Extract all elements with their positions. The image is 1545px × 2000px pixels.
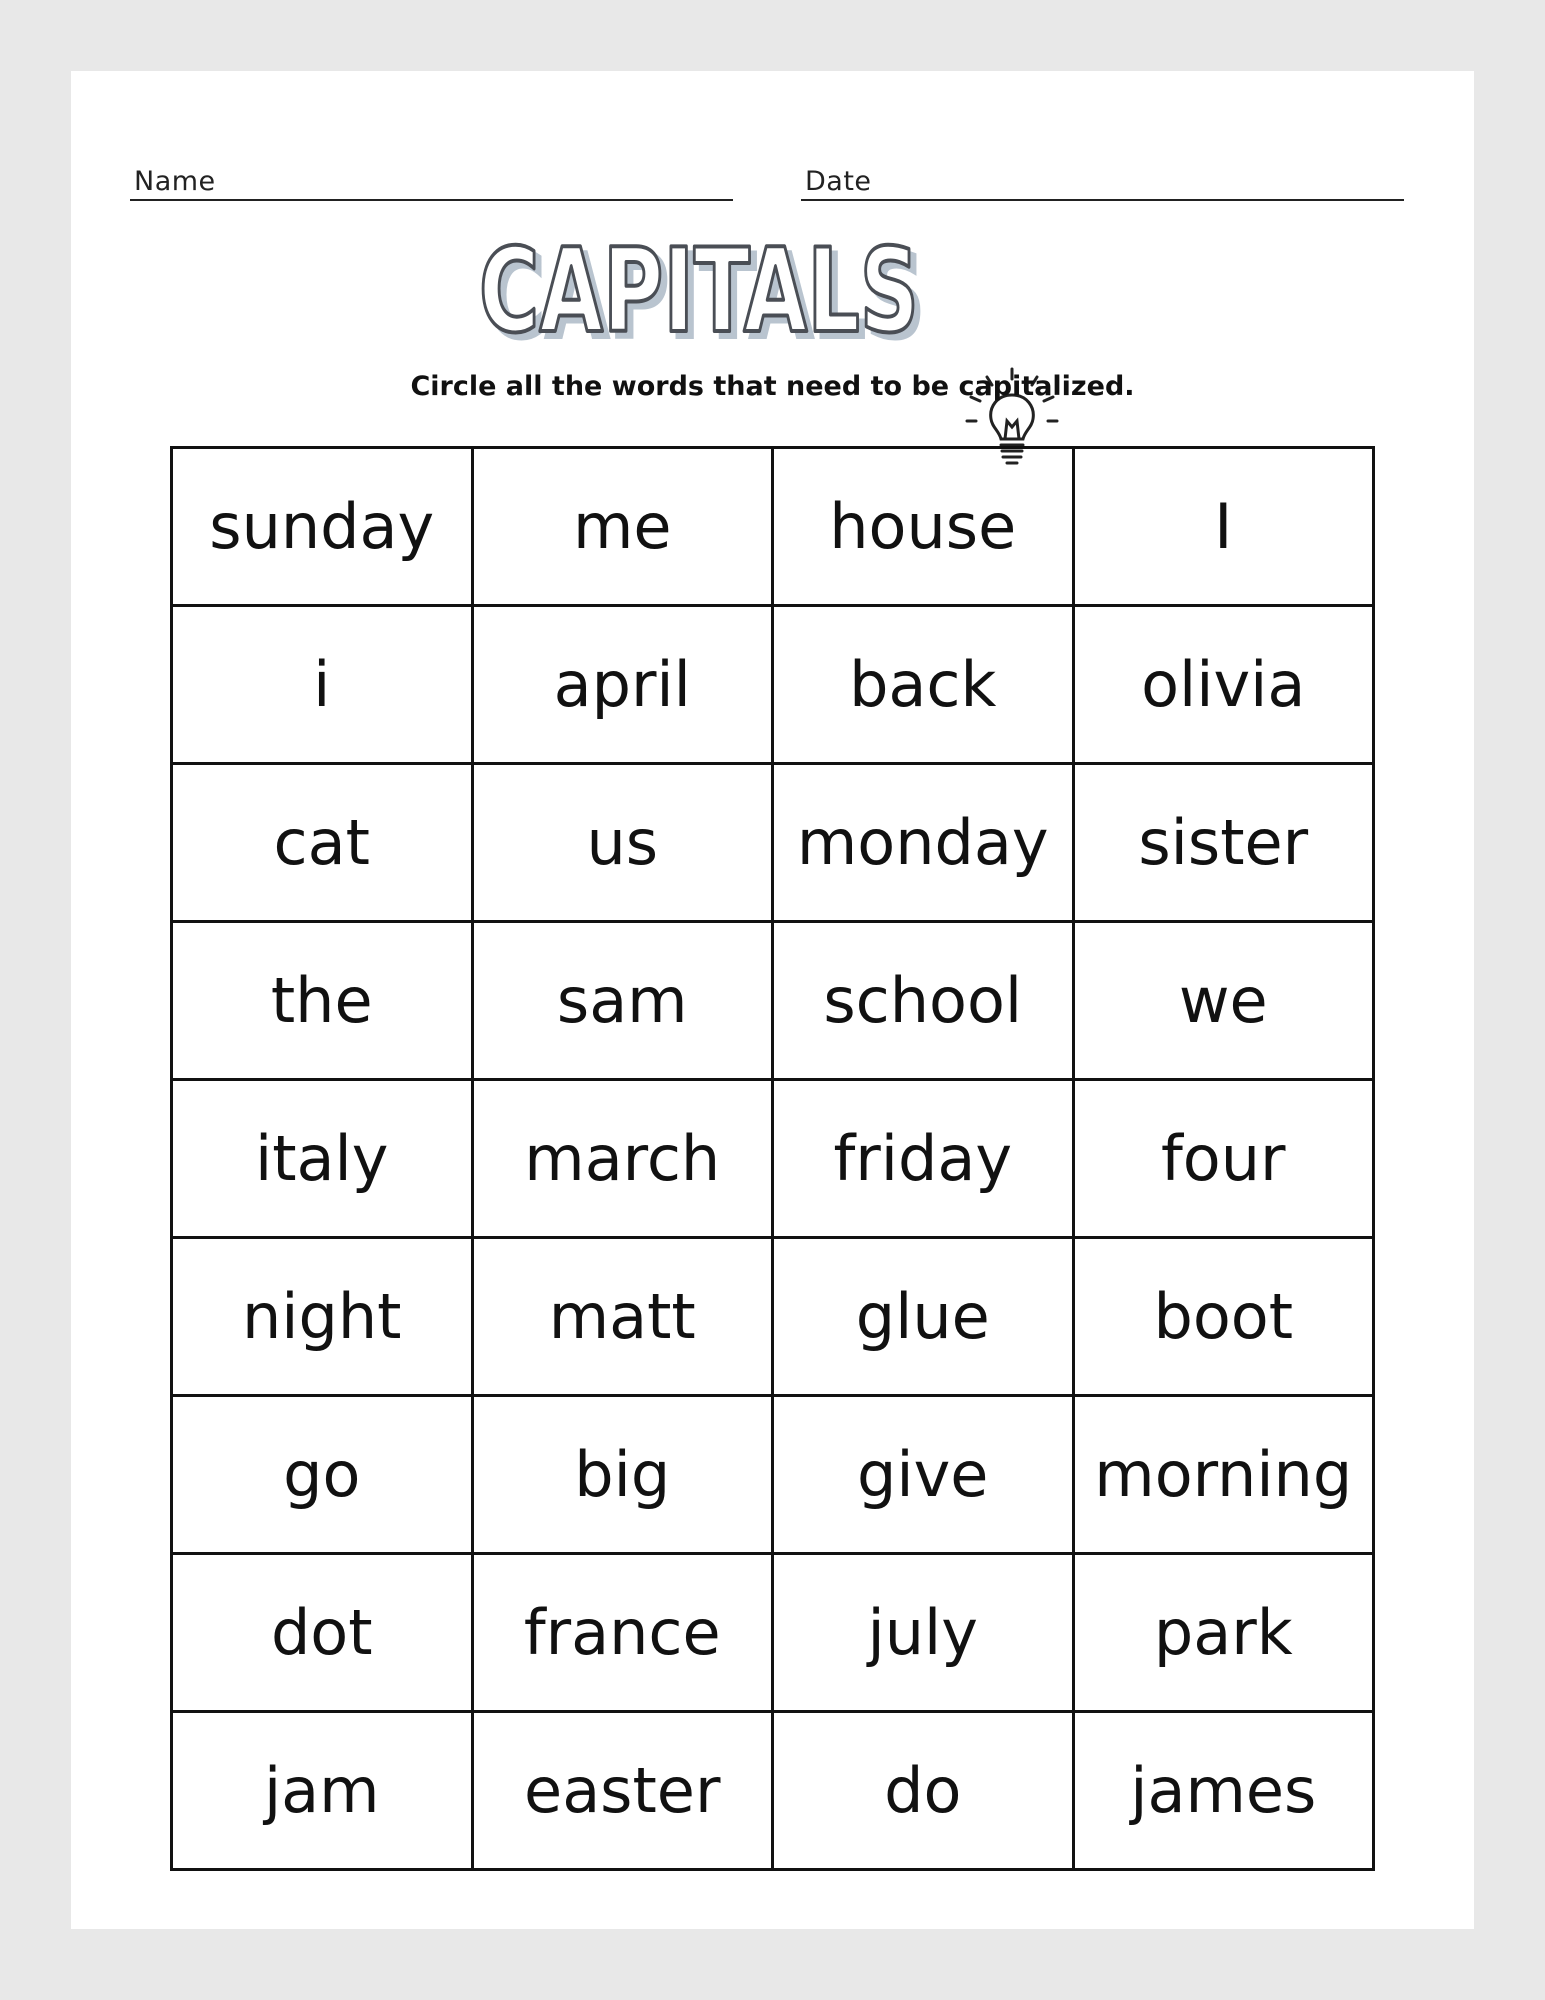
word-cell[interactable]: easter (472, 1712, 773, 1870)
title-shadow: CAPITALS (485, 230, 925, 359)
word-cell[interactable]: friday (773, 1080, 1074, 1238)
word-cell[interactable]: the (172, 922, 473, 1080)
word-cell[interactable]: night (172, 1238, 473, 1396)
grid-row (172, 1238, 1374, 1396)
word-grid (170, 446, 1375, 1871)
name-field[interactable] (130, 146, 733, 201)
word-cell[interactable]: dot (172, 1554, 473, 1712)
word-cell[interactable]: olivia (1073, 606, 1374, 764)
grid-row (172, 1712, 1374, 1870)
word-cell[interactable]: sam (472, 922, 773, 1080)
date-label: Date (805, 166, 872, 197)
word-cell[interactable]: cat (172, 764, 473, 922)
grid-row (172, 448, 1374, 606)
word-cell[interactable]: me (472, 448, 773, 606)
page-title (471, 219, 991, 359)
title-area (471, 219, 1151, 359)
word-cell[interactable]: house (773, 448, 1074, 606)
word-cell[interactable]: back (773, 606, 1074, 764)
grid-row (172, 764, 1374, 922)
word-cell[interactable]: april (472, 606, 773, 764)
name-label: Name (134, 166, 216, 197)
word-cell[interactable]: march (472, 1080, 773, 1238)
word-cell[interactable]: sunday (172, 448, 473, 606)
word-cell[interactable]: school (773, 922, 1074, 1080)
word-cell[interactable]: we (1073, 922, 1374, 1080)
grid-row (172, 606, 1374, 764)
word-cell[interactable]: us (472, 764, 773, 922)
word-cell[interactable]: james (1073, 1712, 1374, 1870)
word-cell[interactable]: jam (172, 1712, 473, 1870)
word-cell[interactable]: morning (1073, 1396, 1374, 1554)
word-cell[interactable]: I (1073, 448, 1374, 606)
word-cell[interactable]: four (1073, 1080, 1374, 1238)
worksheet-page (71, 71, 1474, 1929)
instructions: Circle all the words that need to be capitalized. (410, 371, 1135, 402)
word-cell[interactable]: monday (773, 764, 1074, 922)
word-cell[interactable]: july (773, 1554, 1074, 1712)
date-field[interactable] (801, 146, 1404, 201)
grid-row (172, 1554, 1374, 1712)
word-cell[interactable]: do (773, 1712, 1074, 1870)
title-text: CAPITALS (479, 224, 919, 359)
word-cell[interactable]: glue (773, 1238, 1074, 1396)
word-cell[interactable]: i (172, 606, 473, 764)
word-cell[interactable]: boot (1073, 1238, 1374, 1396)
word-cell[interactable]: park (1073, 1554, 1374, 1712)
grid-row (172, 1080, 1374, 1238)
grid-row (172, 1396, 1374, 1554)
grid-row (172, 922, 1374, 1080)
word-cell[interactable]: italy (172, 1080, 473, 1238)
word-cell[interactable]: france (472, 1554, 773, 1712)
word-cell[interactable]: give (773, 1396, 1074, 1554)
word-cell[interactable]: sister (1073, 764, 1374, 922)
word-cell[interactable]: go (172, 1396, 473, 1554)
word-cell[interactable]: matt (472, 1238, 773, 1396)
word-cell[interactable]: big (472, 1396, 773, 1554)
